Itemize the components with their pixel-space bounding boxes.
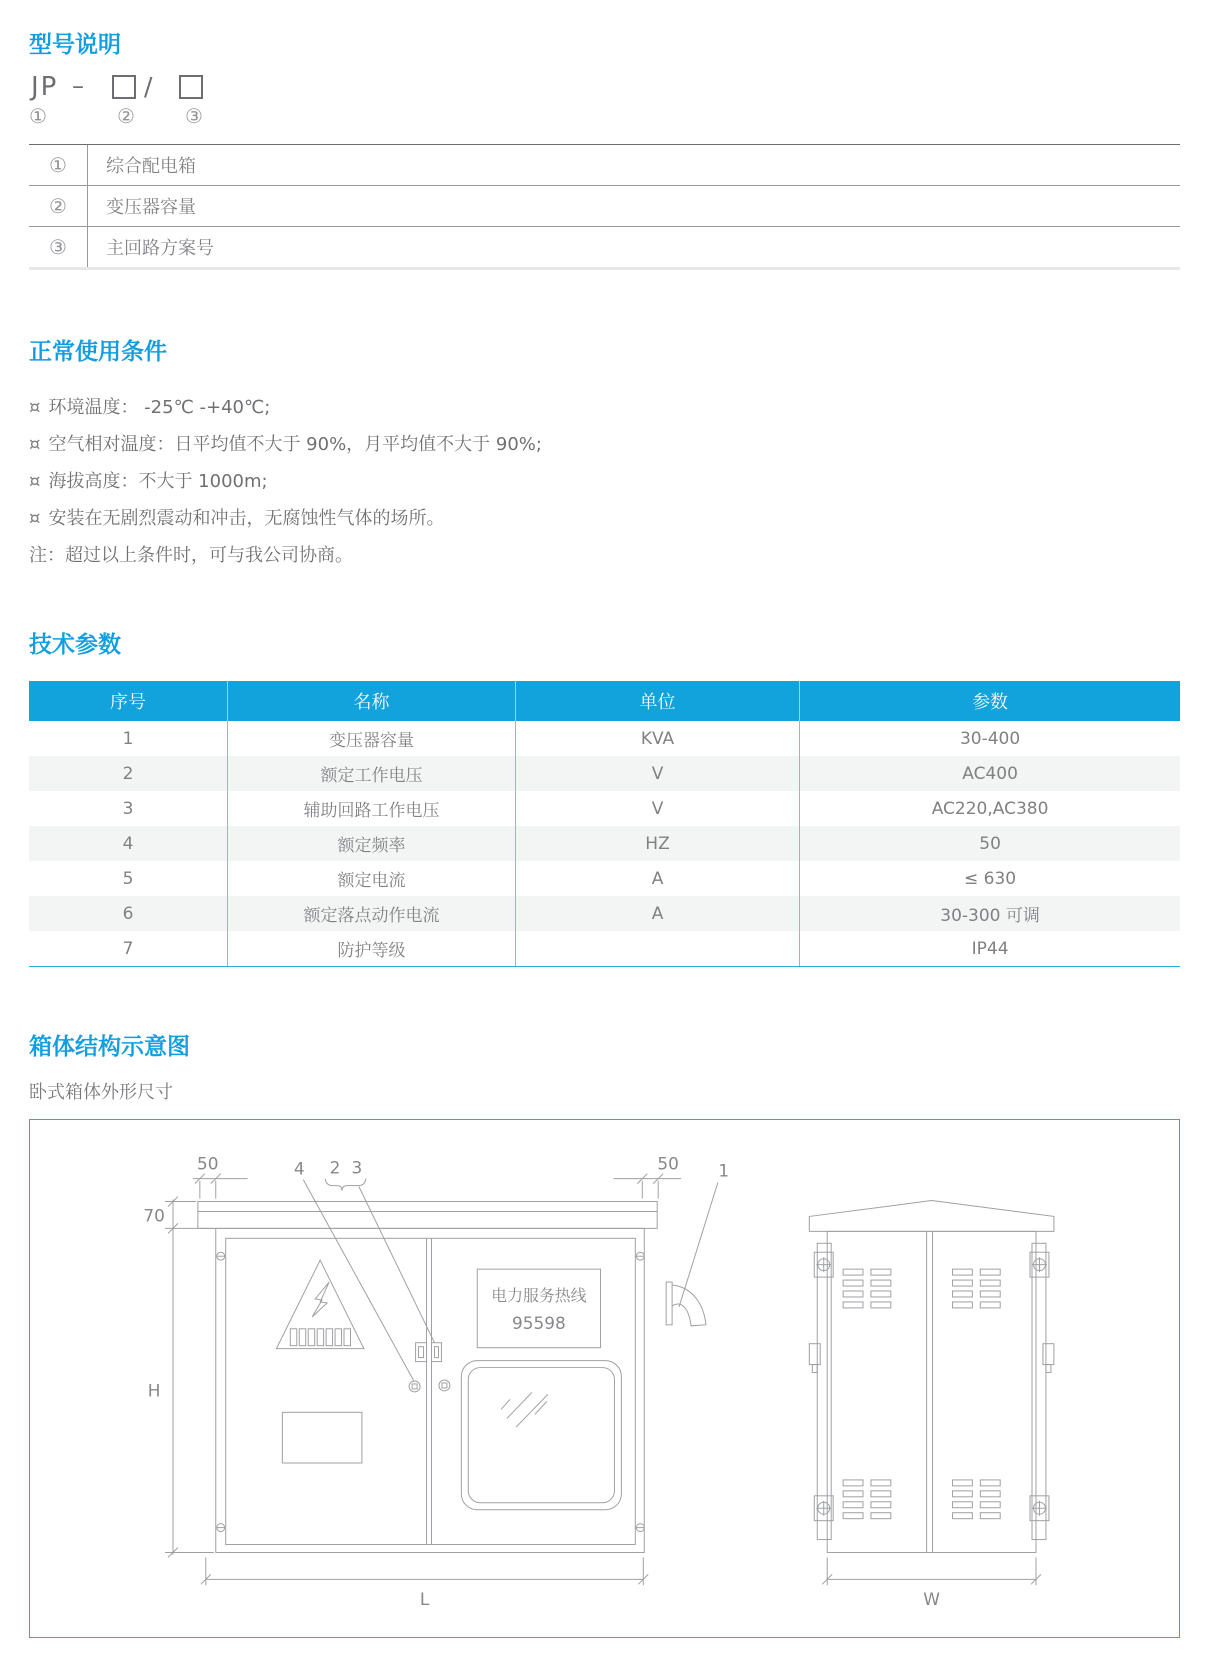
leader-1 [679, 1183, 718, 1307]
hotline-sign-line2: 95598 [512, 1312, 566, 1333]
front-view [165, 1174, 718, 1586]
cell-value: AC220,AC380 [931, 798, 1049, 819]
cell-value: AC400 [962, 763, 1018, 784]
lock-handles [409, 1380, 450, 1392]
table-row [29, 861, 1180, 896]
callout-4: 4 [293, 1158, 305, 1179]
side-tabs [809, 1344, 1054, 1373]
table-row [29, 145, 1180, 186]
row-number: ③ [29, 227, 88, 267]
row-label: 主回路方案号 [106, 238, 214, 259]
table-row [29, 791, 1180, 826]
list-item [29, 389, 1180, 426]
model-placeholder-box-1 [112, 75, 136, 99]
model-table [29, 144, 1180, 270]
front-roof [198, 1202, 657, 1229]
row-number: ② [29, 186, 88, 226]
cell-name: 额定电流 [228, 861, 516, 896]
marker-2: ② [117, 104, 135, 128]
row-label: 综合配电箱 [106, 156, 196, 177]
list-item-text: 安装在无剧烈震动和冲击，无腐蚀性气体的场所。 [48, 508, 445, 529]
bullet-icon: ¤ [29, 434, 41, 455]
cell-value: IP44 [971, 938, 1009, 959]
bullet-icon: ¤ [29, 397, 41, 418]
dim-W: W [923, 1589, 940, 1610]
cell-name: 变压器容量 [228, 721, 516, 756]
table-row [29, 931, 1180, 966]
meter-window [461, 1361, 621, 1510]
content [0, 31, 1209, 1638]
cabinet-drawing [30, 1120, 1178, 1636]
model-placeholder-box-2 [179, 75, 203, 99]
dim-50-left: 50 [197, 1153, 219, 1174]
table-row [29, 896, 1180, 931]
front-body [216, 1228, 645, 1552]
side-roof [809, 1201, 1054, 1232]
cell-name: 额定频率 [228, 826, 516, 861]
list-item [29, 463, 1180, 500]
cable-spout [666, 1282, 706, 1326]
table-row [29, 756, 1180, 791]
list-item-text: 空气相对温度：日平均值不大于 90%，月平均值不大于 90%; [48, 434, 542, 455]
table-header-row [29, 681, 1180, 721]
cell-name: 额定工作电压 [228, 756, 516, 791]
callout-2: 2 [329, 1157, 341, 1178]
conditions-list [29, 389, 1180, 574]
cell-value: ≤ 630 [964, 868, 1017, 889]
marker-1: ① [29, 104, 47, 128]
triangle-vent-slots [290, 1329, 350, 1346]
dim-L: L [419, 1589, 430, 1610]
list-item [29, 426, 1180, 463]
column-header: 单位 [516, 681, 800, 721]
section-title-structure: 箱体结构示意图 [29, 1034, 190, 1060]
diagram-subtitle: 卧式箱体外形尺寸 [29, 1082, 173, 1103]
cell-unit: HZ [516, 826, 800, 861]
cell-value: 30-300 可调 [940, 906, 1040, 926]
side-body [827, 1231, 1036, 1552]
cabinet-diagram-panel [29, 1119, 1180, 1638]
hinges [814, 1252, 1049, 1520]
column-header: 序号 [29, 681, 228, 721]
callout-1: 1 [718, 1160, 730, 1181]
door-latches [416, 1343, 442, 1362]
cell-name: 额定落点动作电流 [228, 896, 516, 931]
table-row [29, 186, 1180, 227]
row-number: ① [29, 145, 88, 185]
cell-unit: V [516, 791, 800, 826]
cell-unit: V [516, 756, 800, 791]
cell-unit: KVA [516, 721, 800, 756]
section-title-conditions: 正常使用条件 [29, 339, 167, 365]
side-view [809, 1201, 1054, 1586]
hotline-sign-line1: 电力服务热线 [491, 1285, 587, 1305]
table-row [29, 826, 1180, 861]
leader-4 [303, 1180, 413, 1381]
list-item [29, 500, 1180, 537]
dimension-labels [143, 1154, 940, 1609]
model-prefix: JP [31, 72, 59, 102]
list-item-text: 海拔高度：不大于 1000m; [48, 471, 268, 492]
cell-value: 50 [979, 833, 1001, 854]
marker-3: ③ [185, 104, 203, 128]
cell-no: 3 [29, 791, 228, 826]
dim-H: H [147, 1380, 161, 1401]
cell-no: 7 [29, 931, 228, 966]
model-dash: – [72, 72, 84, 100]
cell-unit: A [516, 861, 800, 896]
side-vents [843, 1269, 1000, 1519]
table-row [29, 721, 1180, 756]
model-slash: / [144, 72, 153, 101]
column-header: 名称 [228, 681, 516, 721]
nameplate [282, 1412, 362, 1463]
lightning-icon [312, 1282, 329, 1317]
cell-no: 2 [29, 756, 228, 791]
section-title-parameters: 技术参数 [29, 632, 121, 658]
row-label: 变压器容量 [106, 197, 196, 218]
bullet-icon: ¤ [29, 471, 41, 492]
table-row [29, 227, 1180, 267]
cell-unit [516, 931, 800, 966]
table-body [29, 721, 1180, 966]
model-markers [29, 102, 1180, 128]
bullet-icon: ¤ [29, 508, 41, 529]
cell-value: 30-400 [959, 728, 1021, 749]
list-item-text: 环境温度： -25℃ -+40℃; [48, 397, 271, 418]
column-header: 参数 [972, 692, 1009, 713]
note-line: 注：超过以上条件时，可与我公司协商。 [29, 545, 353, 566]
cell-no: 4 [29, 826, 228, 861]
tech-table [29, 681, 1180, 967]
cell-name: 防护等级 [228, 931, 516, 966]
cell-name: 辅助回路工作电压 [228, 791, 516, 826]
callout-3: 3 [351, 1157, 363, 1178]
model-code-line [29, 72, 1180, 102]
leader-3 [359, 1187, 435, 1343]
dim-50-right: 50 [657, 1153, 679, 1174]
hotline-sign [477, 1269, 600, 1348]
cell-unit: A [516, 896, 800, 931]
cell-no: 5 [29, 861, 228, 896]
cell-no: 1 [29, 721, 228, 756]
section-title-model: 型号说明 [29, 32, 121, 58]
dim-70: 70 [143, 1205, 165, 1226]
cell-no: 6 [29, 896, 228, 931]
